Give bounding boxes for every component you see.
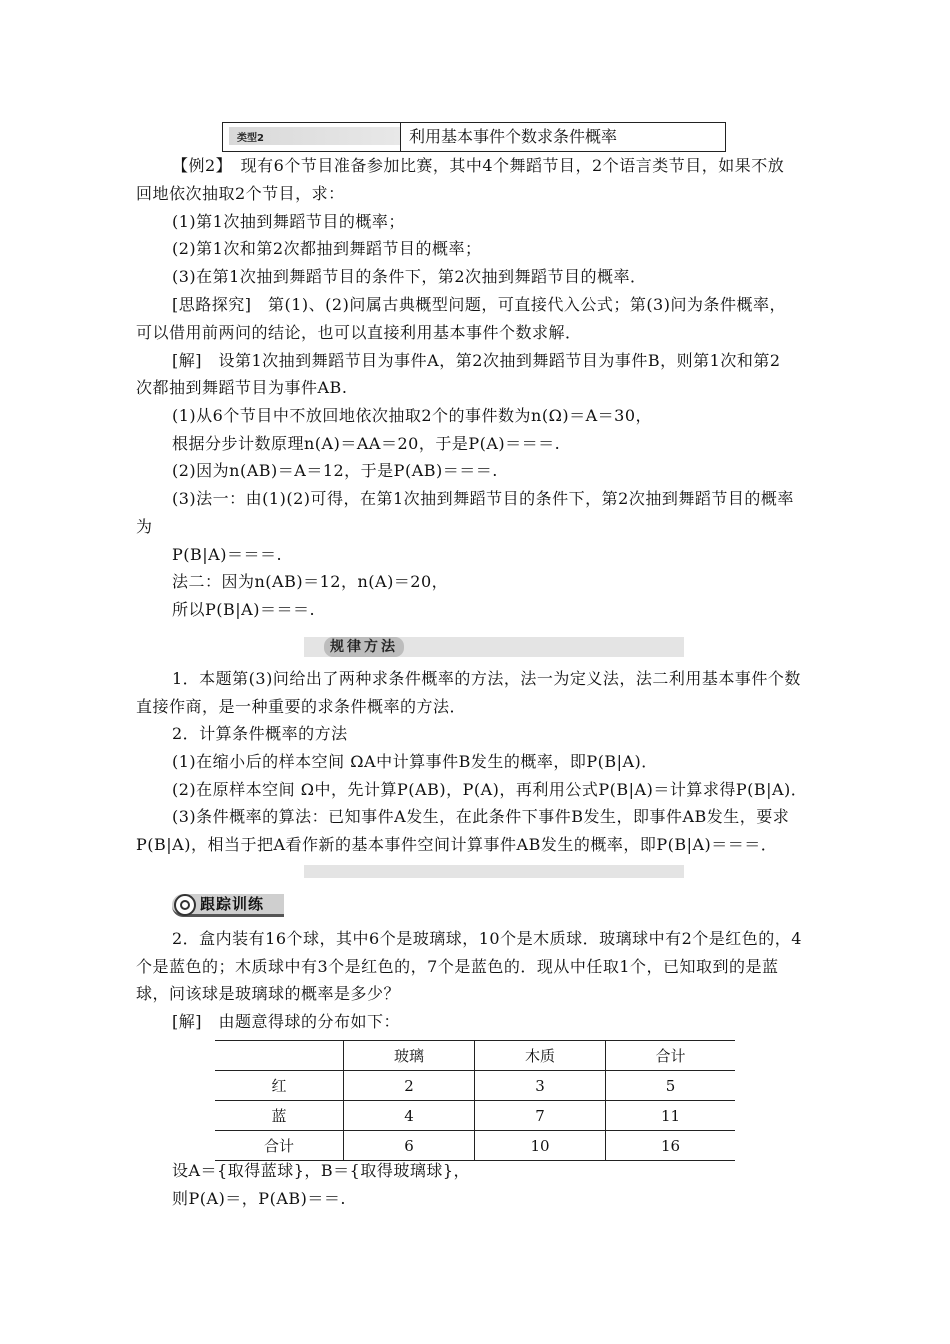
table-row [215,1131,735,1161]
table-cell: 4 [344,1101,475,1131]
example-line: (2)因为n(AB)＝A＝12，于是P(AB)＝＝＝. [172,461,498,480]
section-divider-bar [304,865,684,878]
training-label: 跟踪训练 [200,895,265,913]
table-cell: 玻璃 [344,1041,475,1071]
table-row [215,1071,735,1101]
table-cell: 16 [606,1131,736,1161]
example-line: 所以P(B|A)＝＝＝. [172,600,316,619]
table-cell: 蓝 [215,1101,344,1131]
table-cell: 红 [215,1071,344,1101]
type-divider [400,123,401,151]
example-line: P(B|A)＝＝＝. [172,545,283,564]
training-after-line: 则P(A)＝，P(AB)＝＝. [172,1189,346,1208]
example-line: 为 [136,517,153,536]
example-line: 可以借用前两问的结论，也可以直接利用基本事件个数求解． [136,323,582,342]
method-line: (2)在原样本空间 Ω中，先计算P(AB)，P(A)，再利用公式P(B|A)＝计算求得P(B|A)． [172,780,808,799]
example-line: 根据分步计数原理n(A)＝AA＝20，于是P(A)＝＝＝. [172,434,561,453]
method-line: P(B|A)，相当于把A看作新的基本事件空间计算事件AB发生的概率，即P(B|A)＝＝＝． [136,835,778,854]
distribution-table [215,1040,735,1161]
training-after-line: 设A＝{取得蓝球}，B＝{取得玻璃球}， [172,1161,471,1180]
method-line: (1)在缩小后的样本空间 ΩA中计算事件B发生的概率，即P(B|A)． [172,752,658,771]
example-line: [解] 设第1次抽到舞蹈节目为事件A，第2次抽到舞蹈节目为事件B，则第1次和第2 [172,351,781,370]
table-header-row [215,1041,735,1071]
type-title: 利用基本事件个数求条件概率 [409,127,618,146]
type-tag [229,127,401,145]
type-tag-label: 类型2 [237,133,264,144]
example-line: 【例2】 现有6个节目准备参加比赛，其中4个舞蹈节目，2个语言类节目，如果不放 [172,156,785,175]
target-icon [174,894,196,916]
training-line: [解] 由题意得球的分布如下： [172,1012,400,1031]
example-line: (3)法一：由(1)(2)可得，在第1次抽到舞蹈节目的条件下，第2次抽到舞蹈节目的概率 [172,489,794,508]
table-cell: 合计 [215,1131,344,1161]
example-line: 回地依次抽取2个节目，求： [136,184,345,203]
table-cell: 7 [475,1101,606,1131]
method-line: 1．本题第(3)问给出了两种求条件概率的方法，法一为定义法，法二利用基本事件个数 [172,669,801,688]
training-line: 2．盒内装有16个球，其中6个是玻璃球，10个是木质球．玻璃球中有2个是红色的，4 [172,929,802,948]
table-row [215,1101,735,1131]
training-line: 球，问该球是玻璃球的概率是多少？ [136,984,401,1003]
table-cell: 2 [344,1071,475,1101]
training-line: 个是蓝色的；木质球中有3个是红色的，7个是蓝色的．现从中任取1个，已知取到的是蓝 [136,957,779,976]
table-cell: 6 [344,1131,475,1161]
method-line: 2．计算条件概率的方法 [172,724,348,743]
training-header [172,894,286,918]
table-cell: 木质 [475,1041,606,1071]
example-line: 次都抽到舞蹈节目为事件AB. [136,378,348,397]
example-line: 法二：因为n(AB)＝12，n(A)＝20， [172,572,449,591]
example-line: (1)第1次抽到舞蹈节目的概率； [172,212,405,231]
table-cell: 11 [606,1101,736,1131]
method-banner [304,637,684,657]
method-banner-label: 规律方法 [324,637,404,657]
example-line: (2)第1次和第2次都抽到舞蹈节目的概率； [172,239,482,258]
example-line: [思路探究] 第(1)、(2)问属古典概型问题，可直接代入公式；第(3)问为条件概率， [172,295,786,314]
table-cell: 5 [606,1071,736,1101]
type-header-box [222,122,726,152]
table-cell: 3 [475,1071,606,1101]
method-line: (3)条件概率的算法：已知事件A发生，在此条件下事件B发生，即事件AB发生，要求 [172,807,790,826]
table-cell: 合计 [606,1041,736,1071]
table-cell [215,1041,344,1071]
example-line: (1)从6个节目中不放回地依次抽取2个的事件数为n(Ω)＝A＝30， [172,406,652,425]
method-line: 直接作商，是一种重要的求条件概率的方法． [136,697,467,716]
table-cell: 10 [475,1131,606,1161]
example-line: (3)在第1次抽到舞蹈节目的条件下，第2次抽到舞蹈节目的概率． [172,267,647,286]
